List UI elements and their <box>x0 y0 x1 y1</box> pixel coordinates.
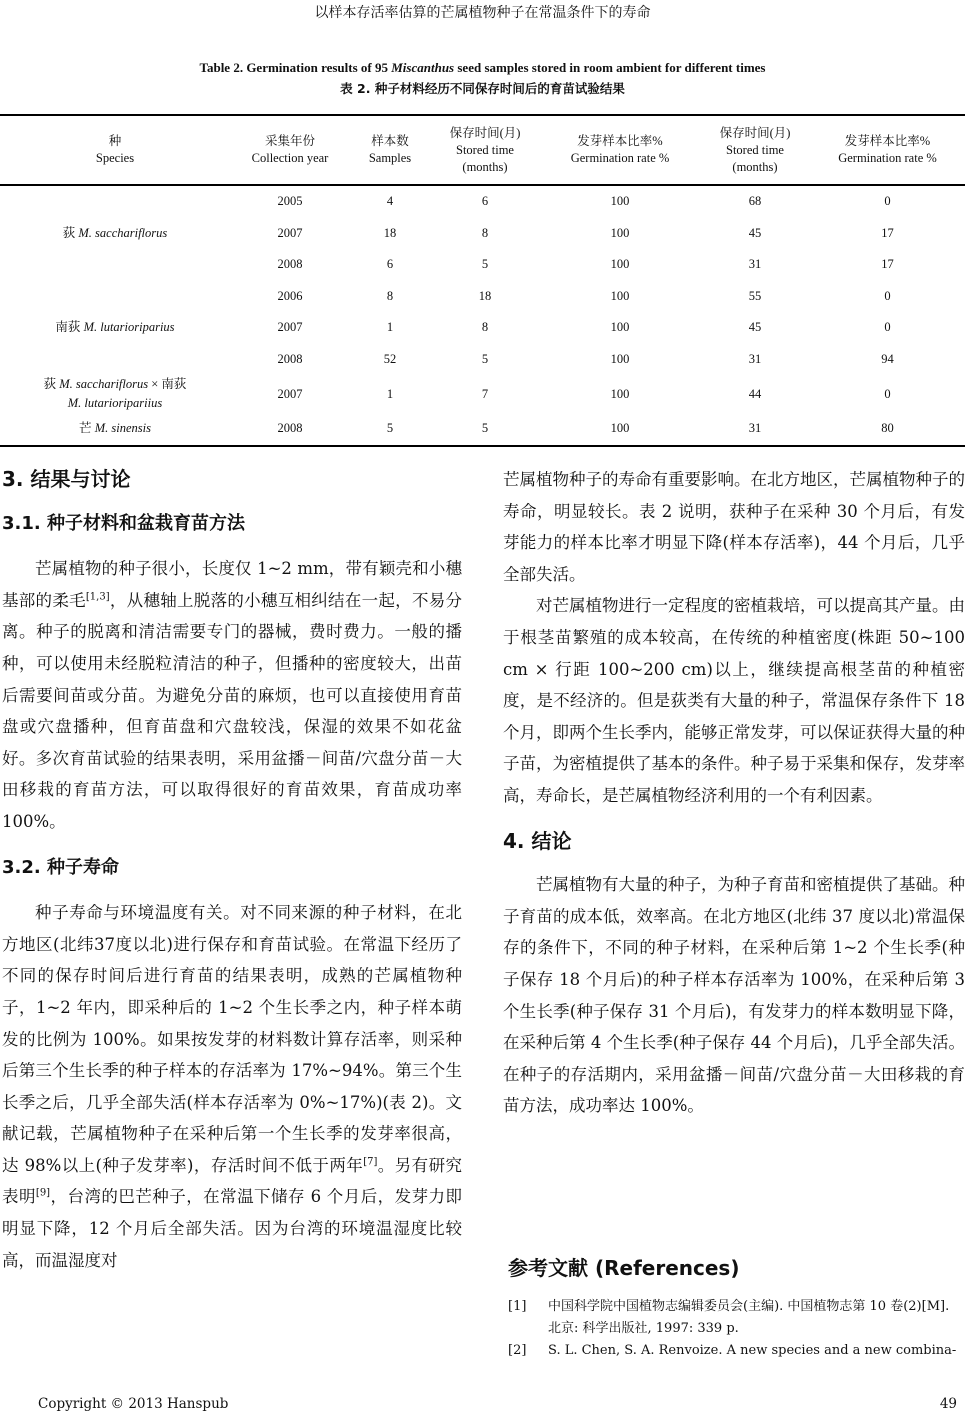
table-cell: 2007 <box>277 386 303 401</box>
table-cell: 5 <box>481 421 489 436</box>
table-cell: 80 <box>881 421 894 436</box>
paragraph: 对芒属植物进行一定程度的密植栽培，可以提高其产量。由于根茎苗繁殖的成本较高，在传统的种植密度(株距 50~100 cm × 行距 100~200 cm)以上，继续提高根茎苗的种植密度，是不经济的。但是荻类有大量的种子，常温保存条件下 18 个月，即两个生长季内，能够正常发芽，可以保证获得大量的种子苗，为密植提供了基本的条件。种子易于采集和保存，发芽率高，寿命长，是芒属植物经济利用的一个有利因素。 <box>503 596 965 805</box>
table-cell: 2007 <box>277 320 303 335</box>
table-cell: 8 <box>386 288 394 303</box>
table-cell: 100 <box>610 351 630 366</box>
table-cell: 100 <box>610 257 630 272</box>
table-cell: 100 <box>610 288 630 303</box>
table-cell: 0 <box>884 194 891 209</box>
column-header <box>700 115 810 185</box>
caption-genus: Miscanthus <box>391 60 455 75</box>
table-cell: 2006 <box>277 288 303 303</box>
references-heading: 参考文献 (References) <box>508 1256 740 1280</box>
column-header-line: Collection year <box>251 151 329 165</box>
table-cell: 100 <box>610 320 630 335</box>
reference-text: S. L. Chen, S. A. Renvoize. A new species and a new combina- <box>548 1343 957 1358</box>
column-header <box>430 115 540 185</box>
column-header-line: Samples <box>368 151 412 165</box>
right-column <box>503 464 965 1122</box>
table-cell: 5 <box>481 351 489 366</box>
table-cell: 55 <box>748 288 762 303</box>
column-header-line: Species <box>95 151 135 165</box>
page-number: 49 <box>939 1396 957 1412</box>
table-cell: 1 <box>386 386 394 401</box>
running-head: 以样本存活率估算的芒属植物种子在常温条件下的寿命 <box>314 5 651 21</box>
germination-table <box>0 114 965 447</box>
column-header <box>0 115 230 185</box>
table-cell: 18 <box>478 288 492 303</box>
caption-text: Table 2. Germination results of 95 <box>199 60 392 75</box>
table-cell: 6 <box>386 257 394 272</box>
column-header-line: 保存时间(月) <box>719 125 791 140</box>
species-cell: 芒 M. sinensis <box>79 421 151 436</box>
table-row <box>0 375 965 413</box>
table-cell: 2008 <box>277 257 303 272</box>
table-cell: 52 <box>383 351 397 366</box>
table-cell: 0 <box>884 386 891 401</box>
table-cell: 100 <box>610 386 630 401</box>
column-header-line: Germination rate % <box>570 151 670 165</box>
left-column <box>2 464 462 1337</box>
paragraph: 芒属植物的种子很小，长度仅 1~2 mm，带有颖壳和小穗基部的柔毛[1,3]，从穗轴上脱落的小穗互相纠结在一起，不易分离。种子的脱离和清洁需要专门的器械，费时费力。一般的播种，可以使用未经脱粒清洁的种子，但播种的密度较大，出苗后需要间苗或分苗。为避免分苗的麻烦，也可以直接使用育苗盘或穴盘播种，但育苗盘和穴盘较浅，保湿的效果不如花盆好。多次育苗试验的结果表明，采用盆播－间苗/穴盘分苗－大田移栽的育苗方法，可以取得很好的育苗效果，育苗成功率 100%。 <box>2 559 463 831</box>
table-caption-en <box>0 60 965 76</box>
subsection-heading: 3.2. 种子寿命 <box>2 856 119 878</box>
column-header-line: Germination rate % <box>838 151 937 165</box>
table-cell: 100 <box>610 225 630 240</box>
reference-number: [2] <box>508 1343 527 1358</box>
table-cell: 2005 <box>277 194 303 209</box>
paragraph: 芒属植物有大量的种子，为种子育苗和密植提供了基础。种子育苗的成本低，效率高。在北方地区(北纬 37 度以北)常温保存的条件下，不同的种子材料，在采种后第 1~2 个生长季(种子保存 18 个月后)的种子样本存活率为 100%，在采种后第 3 个生长季(种子保存 31 个月后)，有发芽力的样本数明显下降，在采种后第 4 个生长季(种子保存 44 个月后)，几乎全部失活。在种子的存活期内，采用盆播－间苗/穴盘分苗－大田移栽的育苗方法，成功率达 100%。 <box>503 875 965 1116</box>
reference-text: 中国科学院中国植物志编辑委员会(主编). 中国植物志第 10 卷(2)[M]. 北京: 科学出版社, 1997: 339 p. <box>548 1299 950 1336</box>
table-cell: 68 <box>748 194 762 209</box>
table-row <box>0 413 965 446</box>
table-cell: 2007 <box>277 225 303 240</box>
section-heading: 4. 结论 <box>503 828 572 853</box>
table-cell: 4 <box>386 194 394 209</box>
paragraph: 芒属植物种子的寿命有重要影响。在北方地区，芒属植物种子的寿命，明显较长。表 2 说明，获种子在采种 30 个月后，有发芽能力的样本比率才明显下降(样本存活率)，44 个月后，几乎全部失活。 <box>503 470 965 584</box>
table-cell: 7 <box>481 386 489 401</box>
table-row <box>0 185 965 218</box>
table-cell: 0 <box>884 288 891 303</box>
subsection-heading: 3.1. 种子材料和盆栽育苗方法 <box>2 512 245 534</box>
reference-item <box>508 1296 965 1340</box>
species-cell: 南荻 M. lutarioriparius <box>55 320 175 335</box>
reference-list <box>508 1296 965 1362</box>
table-cell: 18 <box>383 225 397 240</box>
caption-text: seed samples stored in room ambient for different times <box>454 60 766 75</box>
table-cell: 17 <box>881 225 894 240</box>
table-cell: 31 <box>748 351 762 366</box>
column-header-line: 发芽样本比率% <box>577 134 663 148</box>
column-header <box>350 115 430 185</box>
paragraph: 种子寿命与环境温度有关。对不同来源的种子材料，在北方地区(北纬37度以北)进行保存和育苗试验。在常温下经历了不同的保存时间后进行育苗的结果表明，成熟的芒属植物种子，1~2 年内，即采种后的 1~2 个生长季之内，种子样本萌发的比例为 100%。如果按发芽的材料数计算存活率，则采种后第三个生长季的种子样本的存活率为 17%~94%。第三个生长季之后，几乎全部失活(样本存活率为 0%~17%)(表 2)。文献记载，芒属植物种子在采种后第一个生长季的发芽率很高，达 98%以上(种子发芽率)，存活时间不低于两年[7]。另有研究表明[9]，台湾的巴芒种子，在常温下储存 6 个月后，发芽力即明显下降，12 个月后全部失活。因为台湾的环境温湿度比较高，而温湿度对 <box>2 903 462 1270</box>
section-heading: 3. 结果与讨论 <box>2 467 131 491</box>
reference-number: [1] <box>508 1299 527 1314</box>
column-header-line: (months) <box>462 159 508 174</box>
column-header-line: 种 <box>108 134 122 148</box>
table-cell: 94 <box>881 351 894 366</box>
table-cell: 2008 <box>277 351 303 366</box>
table-cell: 5 <box>481 257 489 272</box>
column-header-line: 发芽样本比率% <box>844 134 931 148</box>
table-cell: 31 <box>748 257 762 272</box>
species-cell: 荻 M. sacchariflorus <box>62 225 168 240</box>
table-cell: 45 <box>748 225 762 240</box>
table-cell: 2008 <box>277 421 303 436</box>
table-row <box>0 281 965 313</box>
table-cell: 31 <box>748 421 762 436</box>
column-header <box>810 115 965 185</box>
species-cell: 荻 M. sacchariflorus × 南荻 M. lutarioripariius <box>43 377 187 410</box>
table-cell: 45 <box>748 320 762 335</box>
column-header-line: Stored time <box>726 142 784 157</box>
copyright: Copyright © 2013 Hanspub <box>38 1396 229 1412</box>
column-header-line: (months) <box>732 159 778 174</box>
table-cell: 44 <box>748 386 762 401</box>
column-header-line: Stored time <box>456 142 514 157</box>
table-cell: 100 <box>610 194 630 209</box>
table-cell: 8 <box>481 225 489 240</box>
reference-item <box>508 1340 965 1362</box>
column-header <box>540 115 700 185</box>
table-cell: 5 <box>386 421 394 436</box>
table-caption-cn: 表 2. 种子材料经历不同保存时间后的育苗试验结果 <box>340 81 625 96</box>
table-cell: 100 <box>610 421 630 436</box>
column-header-line: 样本数 <box>371 134 409 148</box>
table-cell: 1 <box>386 320 394 335</box>
column-header <box>230 115 350 185</box>
table-cell: 8 <box>481 320 489 335</box>
table-cell: 0 <box>884 320 891 335</box>
column-header-line: 采集年份 <box>264 134 315 148</box>
table-cell: 17 <box>881 257 894 272</box>
table-cell: 6 <box>481 194 489 209</box>
column-header-line: 保存时间(月) <box>449 125 521 140</box>
